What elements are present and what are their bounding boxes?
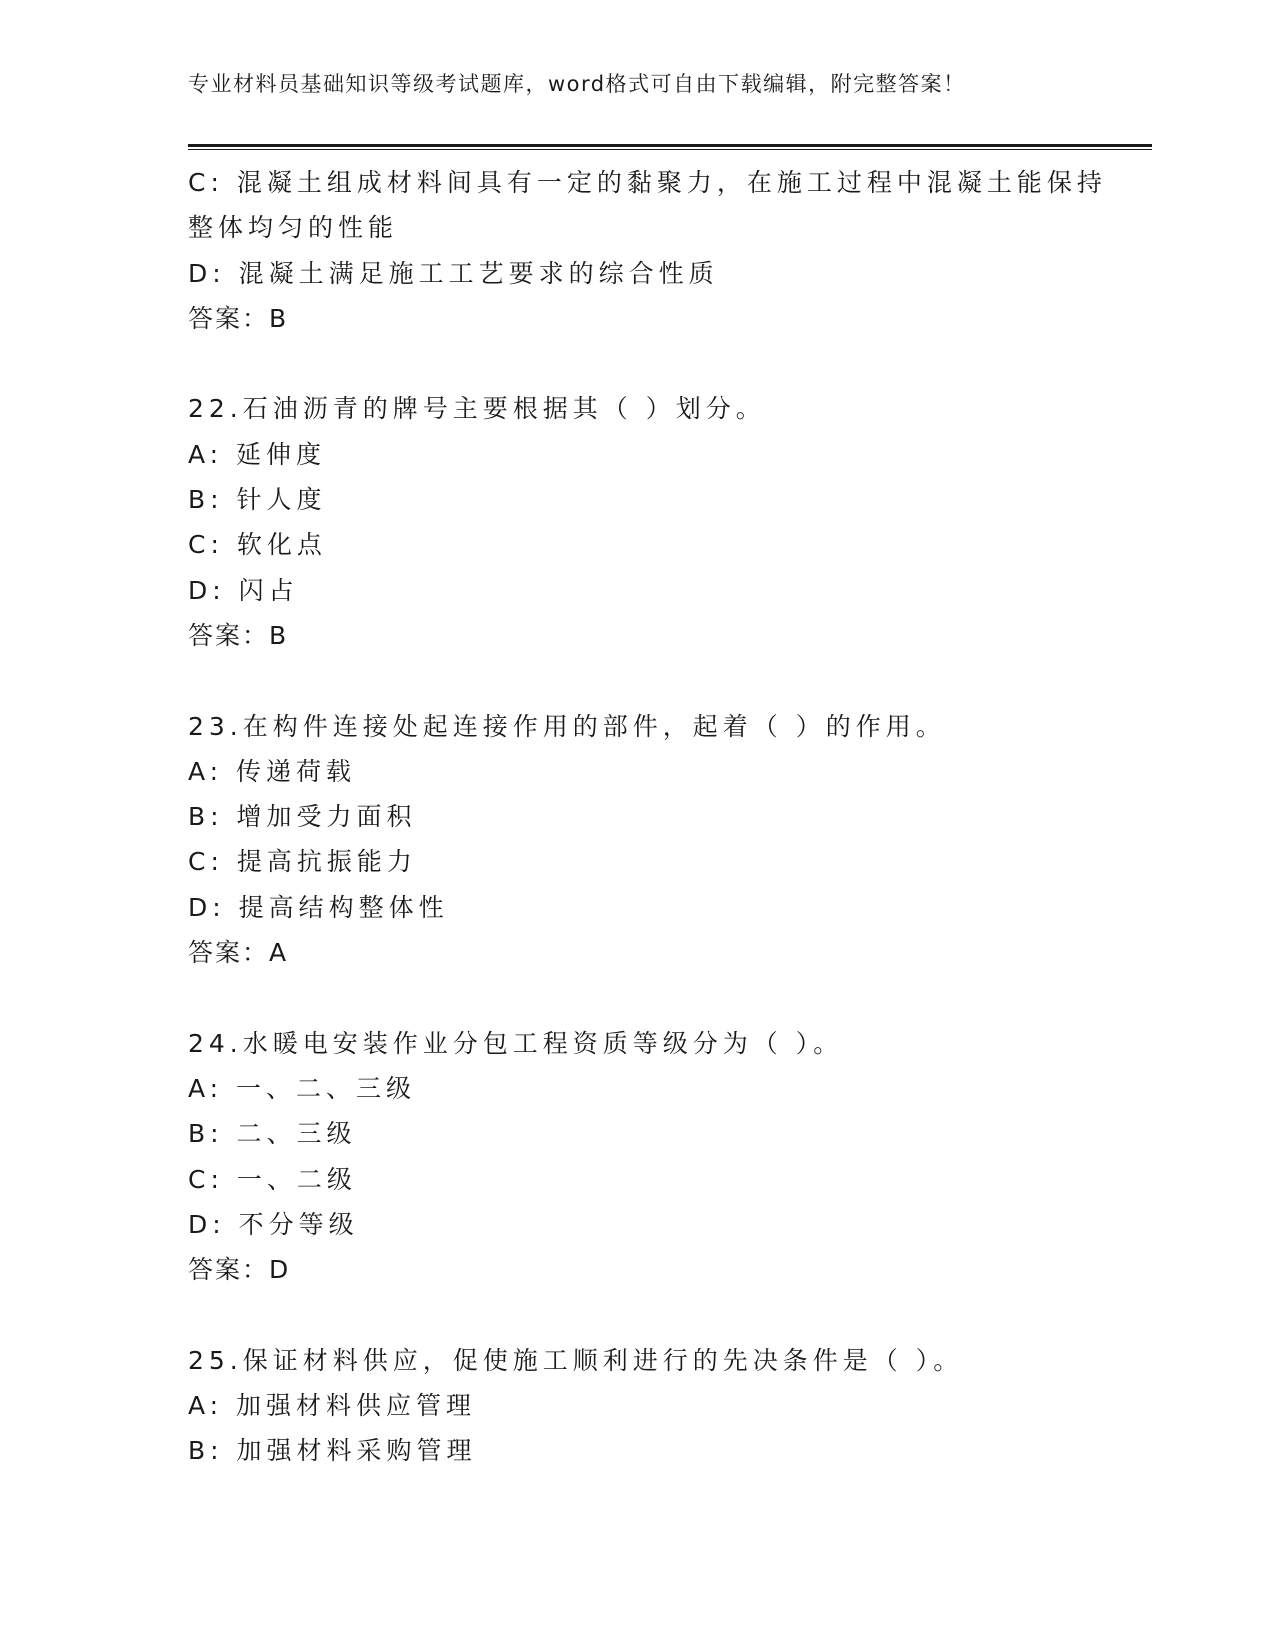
answer-line: 答案：B xyxy=(188,620,289,650)
question-content xyxy=(188,160,1107,1474)
answer-line: 答案：A xyxy=(188,938,289,968)
option-line: B: 针人度 xyxy=(188,485,327,515)
option-line: D: 提高结构整体性 xyxy=(188,892,449,922)
answer-line: 答案：B xyxy=(188,303,289,333)
option-line: 整体均匀的性能 xyxy=(188,213,399,243)
option-line: A: 加强材料供应管理 xyxy=(188,1391,477,1421)
option-line: A: 一、二、三级 xyxy=(188,1073,417,1103)
answer-line: 答案：D xyxy=(188,1255,291,1285)
page-header: 专业材料员基础知识等级考试题库，word格式可自由下载编辑，附完整答案！ xyxy=(188,72,966,96)
question-stem: 24.水暖电安装作业分包工程资质等级分为（ ）。 xyxy=(188,1028,844,1058)
option-line: B: 加强材料采购管理 xyxy=(188,1436,477,1466)
option-line: D: 闪占 xyxy=(188,575,299,605)
question-stem: 23.在构件连接处起连接作用的部件，起着（ ）的作用。 xyxy=(188,711,946,741)
header-rule-thin xyxy=(188,149,1152,150)
option-line: D: 混凝土满足施工工艺要求的综合性质 xyxy=(188,258,719,288)
option-line: A: 延伸度 xyxy=(188,439,327,469)
question-24 xyxy=(188,1021,1088,1293)
continued-question xyxy=(188,160,1107,341)
option-line: A: 传递荷载 xyxy=(188,756,357,786)
option-line: C: 软化点 xyxy=(188,530,327,560)
question-stem: 22.石油沥青的牌号主要根据其（ ）划分。 xyxy=(188,394,766,424)
question-22 xyxy=(188,386,1088,658)
question-25 xyxy=(188,1338,1088,1474)
question-23 xyxy=(188,704,1088,976)
option-line: B: 二、三级 xyxy=(188,1119,357,1149)
option-line: C: 混凝土组成材料间具有一定的黏聚力，在施工过程中混凝土能保持 xyxy=(188,168,1107,197)
question-stem: 25.保证材料供应，促使施工顺利进行的先决条件是（ ）。 xyxy=(188,1345,964,1375)
option-line: D: 不分等级 xyxy=(188,1209,359,1239)
header-rule-thick xyxy=(188,144,1152,147)
option-line: B: 增加受力面积 xyxy=(188,802,417,832)
option-line: C: 提高抗振能力 xyxy=(188,847,417,877)
option-line: C: 一、二级 xyxy=(188,1164,357,1194)
